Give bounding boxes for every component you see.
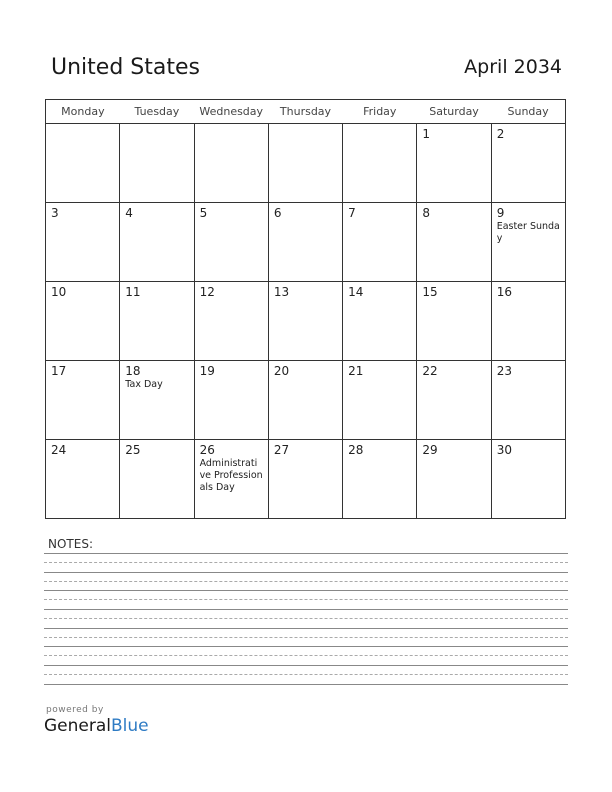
weekday-header: Saturday bbox=[417, 100, 491, 124]
day-number: 7 bbox=[348, 206, 356, 220]
day-cell bbox=[194, 361, 268, 440]
day-number: 25 bbox=[125, 443, 141, 457]
day-number: 27 bbox=[273, 443, 290, 457]
day-cell bbox=[417, 361, 491, 440]
notes-line bbox=[44, 562, 568, 563]
calendar-grid bbox=[45, 99, 566, 519]
day-cell bbox=[120, 203, 194, 282]
holiday-label: Tax Day bbox=[125, 379, 163, 390]
day-cell bbox=[268, 282, 342, 361]
notes-label: NOTES: bbox=[48, 537, 93, 551]
day-number: 24 bbox=[51, 443, 67, 457]
day-cell bbox=[491, 361, 565, 440]
holiday-label: Easter Sunday bbox=[496, 221, 560, 244]
weekday-header: Tuesday bbox=[120, 100, 194, 124]
day-cell bbox=[268, 440, 342, 519]
calendar-month-title: April 2034 bbox=[464, 56, 562, 78]
day-cell bbox=[417, 124, 491, 203]
day-cell bbox=[46, 282, 120, 361]
weekday-header: Wednesday bbox=[194, 100, 268, 124]
weekday-header: Thursday bbox=[268, 100, 342, 124]
weekday-header: Friday bbox=[343, 100, 417, 124]
notes-line bbox=[44, 581, 568, 582]
day-number: 9 bbox=[496, 206, 505, 220]
day-number: 16 bbox=[496, 285, 512, 299]
notes-line bbox=[44, 628, 568, 629]
week-row bbox=[46, 203, 566, 282]
day-number: 13 bbox=[273, 285, 290, 299]
weekday-header-row bbox=[46, 100, 566, 124]
day-cell bbox=[417, 203, 491, 282]
week-row bbox=[46, 124, 566, 203]
calendar-country-title: United States bbox=[51, 55, 200, 80]
weekday-header: Monday bbox=[46, 100, 120, 124]
notes-line bbox=[44, 646, 568, 647]
week-row bbox=[46, 361, 566, 440]
day-number: 2 bbox=[496, 127, 505, 141]
notes-line bbox=[44, 572, 568, 573]
day-number: 17 bbox=[51, 364, 67, 378]
day-number: 23 bbox=[496, 364, 512, 378]
weekday-header: Sunday bbox=[491, 100, 565, 124]
day-cell bbox=[491, 440, 565, 519]
day-cell bbox=[343, 361, 417, 440]
notes-line bbox=[44, 665, 568, 666]
notes-line bbox=[44, 590, 568, 591]
day-number: 3 bbox=[51, 206, 59, 220]
day-number: 29 bbox=[422, 443, 438, 457]
week-row bbox=[46, 440, 566, 519]
day-number: 8 bbox=[422, 206, 431, 220]
day-cell bbox=[268, 361, 342, 440]
notes-line bbox=[44, 655, 568, 656]
notes-line bbox=[44, 553, 568, 554]
day-number: 4 bbox=[125, 206, 133, 220]
notes-line bbox=[44, 618, 568, 619]
holiday-label: Administrative Professionals Day bbox=[199, 458, 263, 493]
notes-line bbox=[44, 609, 568, 610]
day-cell bbox=[268, 203, 342, 282]
notes-line bbox=[44, 599, 568, 600]
day-number: 1 bbox=[422, 127, 431, 141]
day-number: 14 bbox=[348, 285, 364, 299]
day-cell bbox=[343, 282, 417, 361]
day-number: 20 bbox=[273, 364, 290, 378]
day-number: 21 bbox=[348, 364, 364, 378]
day-cell bbox=[417, 440, 491, 519]
day-number: 22 bbox=[422, 364, 438, 378]
brand-blue: Blue bbox=[111, 716, 149, 736]
day-cell bbox=[491, 203, 565, 282]
powered-by-text: powered by bbox=[46, 705, 104, 715]
day-number: 11 bbox=[125, 285, 141, 299]
day-number: 30 bbox=[496, 443, 512, 457]
day-cell bbox=[491, 282, 565, 361]
day-cell bbox=[120, 124, 194, 203]
day-number: 19 bbox=[199, 364, 215, 378]
day-number: 28 bbox=[348, 443, 364, 457]
day-cell bbox=[46, 203, 120, 282]
day-cell bbox=[417, 282, 491, 361]
day-number: 6 bbox=[273, 206, 282, 220]
day-cell bbox=[120, 361, 194, 440]
day-cell bbox=[268, 124, 342, 203]
day-number: 18 bbox=[125, 364, 141, 378]
day-cell bbox=[46, 361, 120, 440]
day-number: 26 bbox=[199, 443, 215, 457]
notes-line bbox=[44, 684, 568, 685]
day-cell bbox=[194, 203, 268, 282]
day-number: 5 bbox=[199, 206, 208, 220]
day-cell bbox=[343, 203, 417, 282]
day-cell bbox=[120, 282, 194, 361]
day-cell bbox=[343, 440, 417, 519]
day-number: 15 bbox=[422, 285, 438, 299]
day-cell bbox=[120, 440, 194, 519]
day-number: 10 bbox=[51, 285, 67, 299]
notes-line bbox=[44, 674, 568, 675]
day-number: 12 bbox=[199, 285, 215, 299]
week-row bbox=[46, 282, 566, 361]
day-cell bbox=[46, 440, 120, 519]
day-cell bbox=[194, 282, 268, 361]
generalblue-logo bbox=[44, 716, 149, 736]
day-cell bbox=[194, 124, 268, 203]
brand-general: General bbox=[44, 716, 111, 736]
day-cell bbox=[343, 124, 417, 203]
day-cell bbox=[194, 440, 268, 519]
day-cell bbox=[46, 124, 120, 203]
notes-line bbox=[44, 637, 568, 638]
day-cell bbox=[491, 124, 565, 203]
